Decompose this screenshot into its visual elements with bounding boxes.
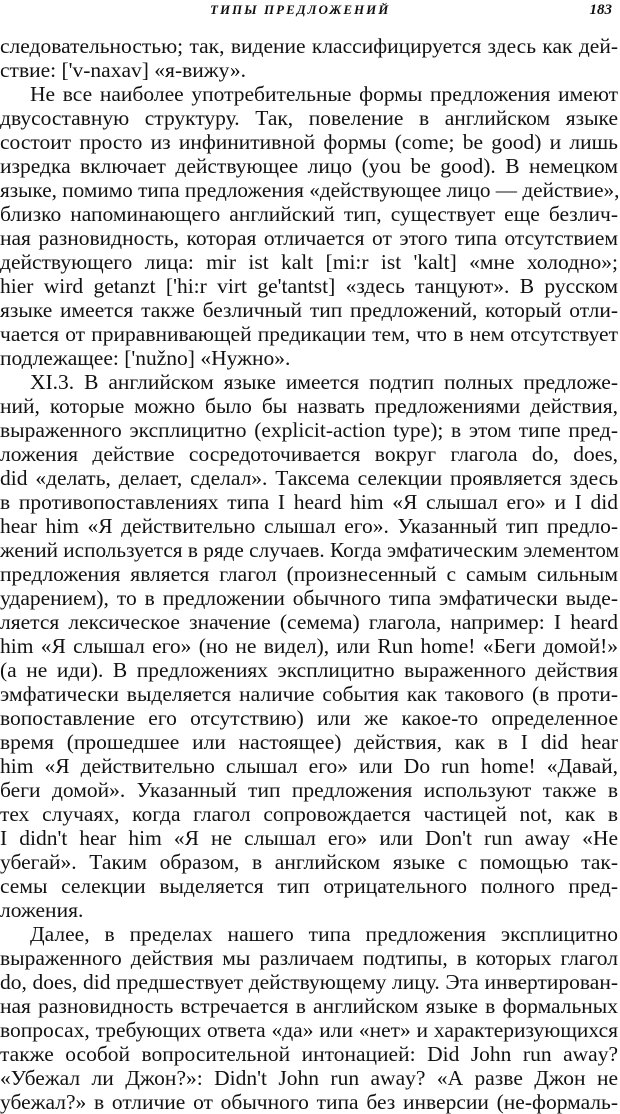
text-line: ложения. (0, 898, 84, 922)
text-line: предложения является глагол (произнесенный с самым сильным (0, 562, 618, 586)
text-line: языке имеется также безличный тип предложений, который отли- (0, 298, 618, 322)
text-line: действующего лица: mir ist kalt [mi:r ist 'kalt] «мне холодно»; (0, 250, 618, 274)
body-text (0, 34, 620, 1114)
text-line: двусоставную структуру. Так, повеление в английском языке (0, 106, 618, 130)
text-line: I didn't hear him «Я не слышал его» или Don't run away «Не (0, 826, 618, 850)
text-line: также особой вопросительной интонацией: Did John run away? (0, 1042, 618, 1066)
text-line: XI.3. В английском языке имеется подтип полных предложе- (30, 370, 618, 394)
text-line: Далее, в пределах нашего типа предложения эксплицитно (30, 922, 618, 946)
text-line: Не все наиболее употребительные формы предложения имеют (30, 82, 618, 106)
text-line: чается от приравнивающей предикации тем, что в нем отсутствует (0, 322, 618, 346)
text-line: изредка включает действующее лицо (you be good). В немецком (0, 154, 618, 178)
text-line: him «Я действительно слышал его» или Do run home! «Давай, (0, 754, 618, 778)
text-line: hier wird getanzt ['hi:r virt ge'tantst] «здесь танцуют». В русском (0, 274, 618, 298)
text-line: семы селекции выделяется тип отрицательного полного пред- (0, 874, 618, 898)
text-line: жений используется в ряде случаев. Когда эмфатическим элементом (0, 538, 619, 562)
text-line: ударением), то в предложении обычного типа эмфатически выде- (0, 586, 618, 610)
text-line: ная разновидность, которая отличается от этого типа отсутствием (0, 226, 618, 250)
text-line: hear him «Я действительно слышал его». Указанный тип предло- (0, 514, 618, 538)
text-line: в противопоставлениях типа I heard him «Я слышал его» и I did (0, 490, 618, 514)
text-line: him «Я слышал его» (но не видел), или Run home! «Беги домой!» (0, 634, 618, 658)
text-line: (а не иди). В предложениях эксплицитно выраженного действия (0, 658, 618, 682)
page-number: 183 (589, 2, 612, 18)
text-line: ложения действие сосредоточивается вокруг глагола do, does, (0, 442, 618, 466)
text-line: вопросах, требующих ответа «да» или «нет» и характеризующихся (0, 1018, 618, 1042)
text-line: ний, которые можно было бы назвать предложениями действия, (0, 394, 618, 418)
running-head: ТИПЫ ПРЕДЛОЖЕНИЙ (210, 2, 391, 17)
text-line: выраженного действия мы различаем подтипы, в которых глагол (0, 946, 618, 970)
text-line: ляется лексическое значение (семема) глагола, например: I heard (0, 610, 618, 634)
text-line: ная разновидность встречается в английском языке в формальных (0, 994, 618, 1018)
text-line: «Убежал ли Джон?»: Didn't John run away? «А разве Джон не (0, 1066, 618, 1090)
text-line: ствие: ['v-naxav] «я-вижу». (0, 58, 247, 82)
text-line: do, does, did предшествует действующему лицу. Эта инвертирован- (0, 970, 618, 994)
text-line: близко напоминающего английский тип, существует еще безлич- (0, 202, 618, 226)
text-line: выраженного эксплицитно (explicit-action type); в этом типе пред- (0, 418, 618, 442)
text-line: эмфатически выделяется наличие события как такового (в проти- (0, 682, 618, 706)
text-line: did «делать, делает, сделал». Таксема селекции проявляется здесь (0, 466, 618, 490)
page-header (0, 0, 620, 30)
text-line: следовательностью; так, видение классифицируется здесь как дей- (0, 34, 618, 58)
text-line: языке, помимо типа предложения «действующее лицо — действие», (0, 178, 620, 202)
text-line: подлежащее: ['nužno] «Нужно». (0, 346, 291, 370)
text-line: тех случаях, когда глагол сопровождается частицей not, как в (0, 802, 618, 826)
text-line: время (прошедшее или настоящее) действия, как в I did hear (0, 730, 618, 754)
text-line: вопоставление его отсутствию) или же какое-то определенное (0, 706, 618, 730)
text-line: состоит просто из инфинитивной формы (come; be good) и лишь (0, 130, 618, 154)
text-line: беги домой». Указанный тип предложения используют также в (0, 778, 618, 802)
text-line: убегай». Таким образом, в английском языке с помощью так- (0, 850, 618, 874)
text-line: убежал?» в отличие от обычного типа без инверсии (не-формаль- (0, 1090, 618, 1114)
